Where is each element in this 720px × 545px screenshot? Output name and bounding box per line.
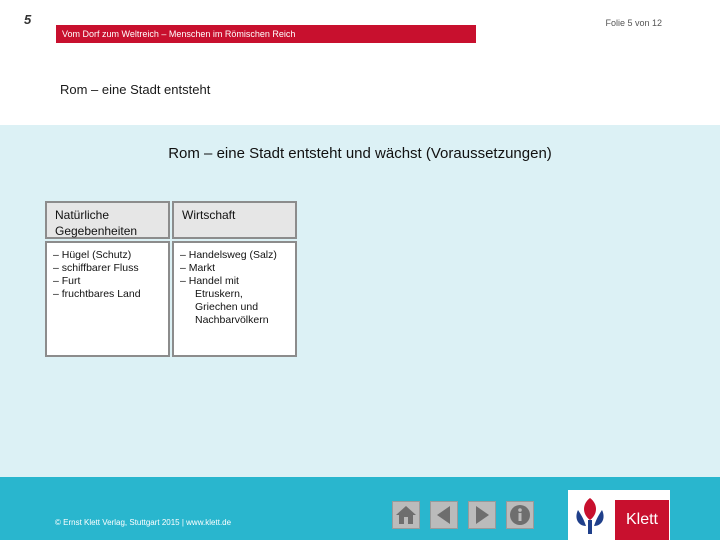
home-icon[interactable] — [392, 501, 420, 529]
content-area — [0, 125, 720, 477]
previous-icon[interactable] — [430, 501, 458, 529]
list-item: – Handel mit — [180, 275, 239, 287]
list-item: Nachbarvölkern — [195, 314, 269, 326]
list-item: Etruskern, — [195, 288, 243, 300]
info-icon[interactable] — [506, 501, 534, 529]
footer — [0, 477, 720, 540]
list-item: Griechen und — [195, 301, 259, 313]
table-cell-economy — [172, 241, 297, 357]
slide-counter: Folie 5 von 12 — [605, 18, 662, 28]
klett-emblem-icon — [568, 490, 612, 540]
list-item: – schiffbarer Fluss — [53, 262, 139, 274]
list-item: – Hügel (Schutz) — [53, 249, 132, 261]
table-header-economy: Wirtschaft — [172, 201, 297, 239]
header-banner: Vom Dorf zum Weltreich – Menschen im Römischen Reich — [56, 26, 476, 43]
table-cell-natural — [45, 241, 170, 357]
list-item: – Handelsweg (Salz) — [180, 249, 277, 261]
klett-logo-text: Klett — [615, 500, 669, 540]
slide-subtitle: Rom – eine Stadt entsteht — [60, 82, 211, 97]
next-icon[interactable] — [468, 501, 496, 529]
chapter-number: 5 — [24, 12, 32, 27]
table-header-natural: Natürliche Gegebenheiten — [45, 201, 170, 239]
copyright-text: © Ernst Klett Verlag, Stuttgart 2015 | www.klett.de — [55, 518, 232, 527]
main-heading: Rom – eine Stadt entsteht und wächst (Voraussetzungen) — [168, 145, 552, 162]
list-item: – Markt — [180, 262, 216, 274]
list-item: – fruchtbares Land — [53, 288, 141, 300]
list-item: – Furt — [53, 275, 81, 287]
